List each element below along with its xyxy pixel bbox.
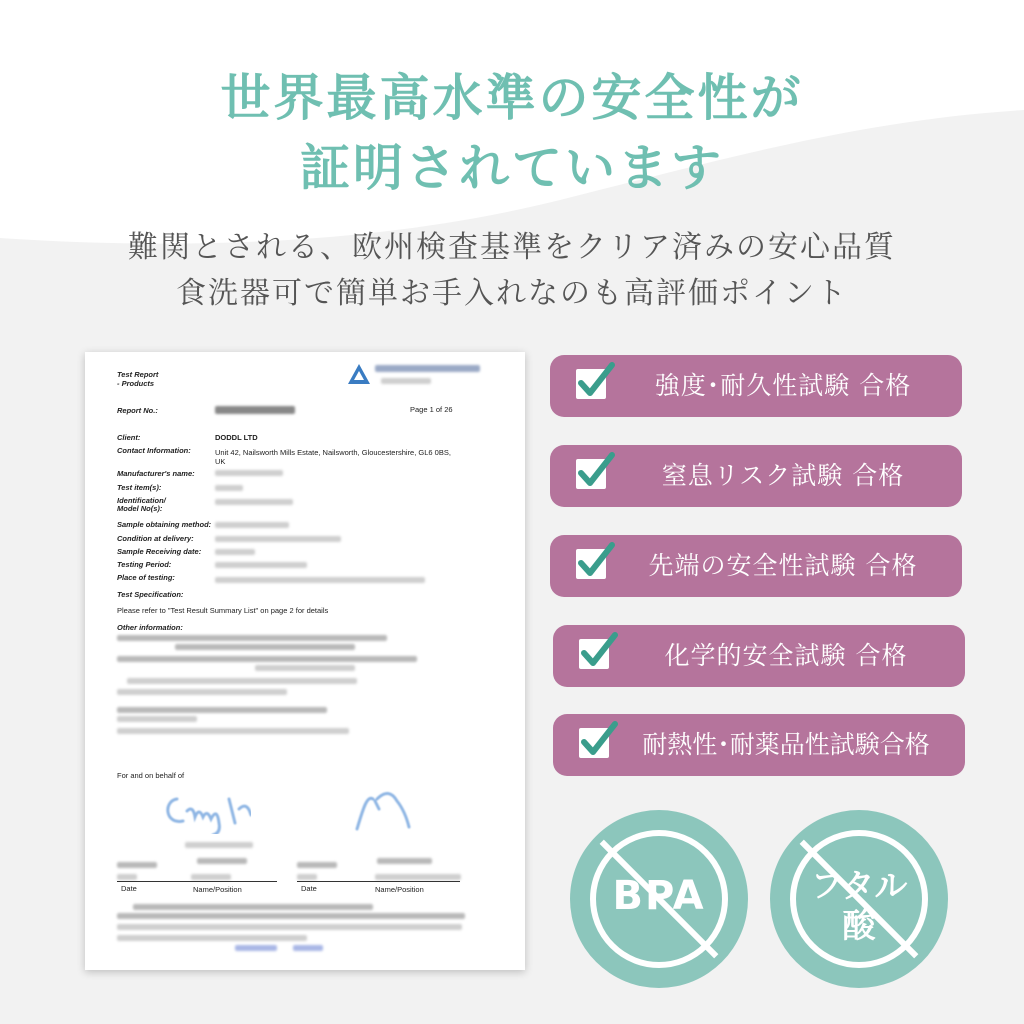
signature-left	[161, 789, 251, 834]
blurred-footer	[117, 924, 462, 930]
blurred-footer	[117, 913, 465, 919]
page-number: Page 1 of 26	[410, 405, 453, 414]
manufacturer-label: Manufacturer's name:	[117, 469, 195, 478]
badge-chemical-safety	[553, 625, 965, 687]
blurred-value	[215, 536, 341, 542]
identification-label-2: Model No(s):	[117, 504, 163, 513]
blurred-text	[117, 656, 417, 662]
blurred-value	[215, 562, 307, 568]
headline-line-2: 証明されています	[300, 139, 724, 197]
contact-value-2: UK	[215, 457, 226, 466]
blurred-text	[297, 874, 317, 880]
behalf-label: For and on behalf of	[117, 771, 185, 780]
blurred-text	[117, 874, 137, 880]
testing-period-label: Testing Period:	[117, 560, 172, 569]
blurred-footer	[117, 935, 307, 941]
date-label-right: Date	[301, 884, 317, 893]
blurred-footer	[133, 904, 373, 910]
signature-line-right	[297, 881, 460, 882]
checkbox-icon	[579, 639, 609, 669]
name-position-label-right: Name/Position	[375, 885, 424, 894]
badge-choking-risk	[550, 445, 962, 507]
badge-strength-durability	[550, 355, 962, 417]
blurred-text	[117, 689, 287, 695]
blurred-text	[297, 862, 337, 868]
identification-label-1: Identification/	[117, 496, 166, 505]
checkmark-icon	[574, 449, 616, 491]
checkmark-icon	[574, 539, 616, 581]
contact-value-1: Unit 42, Nailsworth Mills Estate, Nailsworth, Gloucestershire, GL6 0BS,	[215, 448, 451, 457]
checkbox-icon	[576, 549, 606, 579]
badge-label: 先端の安全性試験 合格	[648, 551, 918, 580]
test-report-document	[85, 352, 525, 970]
blurred-text	[197, 858, 247, 864]
blurred-footer-link	[235, 945, 277, 951]
blurred-value	[215, 499, 293, 505]
badge-tip-safety	[550, 535, 962, 597]
place-label: Place of testing:	[117, 573, 175, 582]
headline-line-1: 世界最高水準の安全性が	[220, 69, 804, 127]
blurred-lab-sub	[381, 378, 431, 384]
signature-line-left	[117, 881, 277, 882]
blurred-value	[215, 549, 255, 555]
blurred-text	[185, 842, 253, 848]
phthalate-free-badge	[770, 810, 948, 988]
blurred-value	[215, 470, 283, 476]
blurred-text	[255, 665, 355, 671]
blurred-text	[117, 635, 387, 641]
checkbox-icon	[576, 459, 606, 489]
blurred-text	[117, 728, 349, 734]
subheading-line-2: 食洗器可で簡単お手入れなのも高評価ポイント	[176, 276, 848, 311]
spec-note: Please refer to "Test Result Summary List" on page 2 for details	[117, 606, 329, 615]
blurred-text	[191, 874, 231, 880]
receiving-label: Sample Receiving date:	[117, 547, 202, 556]
blurred-text	[377, 858, 432, 864]
signature-right	[349, 789, 421, 834]
blurred-text	[175, 644, 355, 650]
test-items-label: Test item(s):	[117, 483, 162, 492]
sample-method-label: Sample obtaining method:	[117, 520, 212, 529]
blurred-value	[215, 485, 243, 491]
checkmark-icon	[574, 359, 616, 401]
badge-label: 耐熱性･耐薬品性試験合格	[642, 730, 930, 759]
other-info-label: Other information:	[117, 623, 183, 632]
blurred-footer-link	[293, 945, 323, 951]
checkbox-icon	[579, 728, 609, 758]
checkmark-icon	[577, 629, 619, 671]
spec-label: Test Specification:	[117, 590, 184, 599]
phthalate-label-line-2: 酸	[842, 906, 876, 945]
blurred-text	[117, 716, 197, 722]
badge-label: 窒息リスク試験 合格	[661, 461, 905, 490]
client-value: DODDL LTD	[215, 433, 258, 442]
blurred-text	[117, 707, 327, 713]
blurred-value	[215, 577, 425, 583]
date-label-left: Date	[121, 884, 137, 893]
blurred-value	[215, 522, 289, 528]
report-no-label: Report No.:	[117, 406, 158, 415]
bpa-label: BPA	[612, 873, 706, 919]
report-title-sub: - Products	[117, 379, 155, 388]
bpa-free-badge	[570, 810, 748, 988]
badge-label: 強度･耐久性試験 合格	[654, 371, 912, 400]
blurred-text	[127, 678, 357, 684]
report-title: Test Report	[117, 370, 159, 379]
checkbox-icon	[576, 369, 606, 399]
checkmark-icon	[577, 718, 619, 760]
client-label: Client:	[117, 433, 141, 442]
blurred-text	[117, 862, 157, 868]
lab-logo-icon	[348, 364, 370, 384]
subheading-line-1: 難関とされる、欧州検査基準をクリア済みの安心品質	[128, 230, 896, 265]
phthalate-label-line-1: フタル	[810, 866, 908, 905]
condition-label: Condition at delivery:	[117, 534, 194, 543]
badge-heat-chemical-resistance	[553, 714, 965, 776]
name-position-label-left: Name/Position	[193, 885, 242, 894]
contact-label: Contact Information:	[117, 446, 191, 455]
blurred-text	[375, 874, 461, 880]
badge-label: 化学的安全試験 合格	[664, 641, 908, 670]
blurred-lab-name	[375, 365, 480, 372]
blurred-report-no	[215, 406, 295, 414]
